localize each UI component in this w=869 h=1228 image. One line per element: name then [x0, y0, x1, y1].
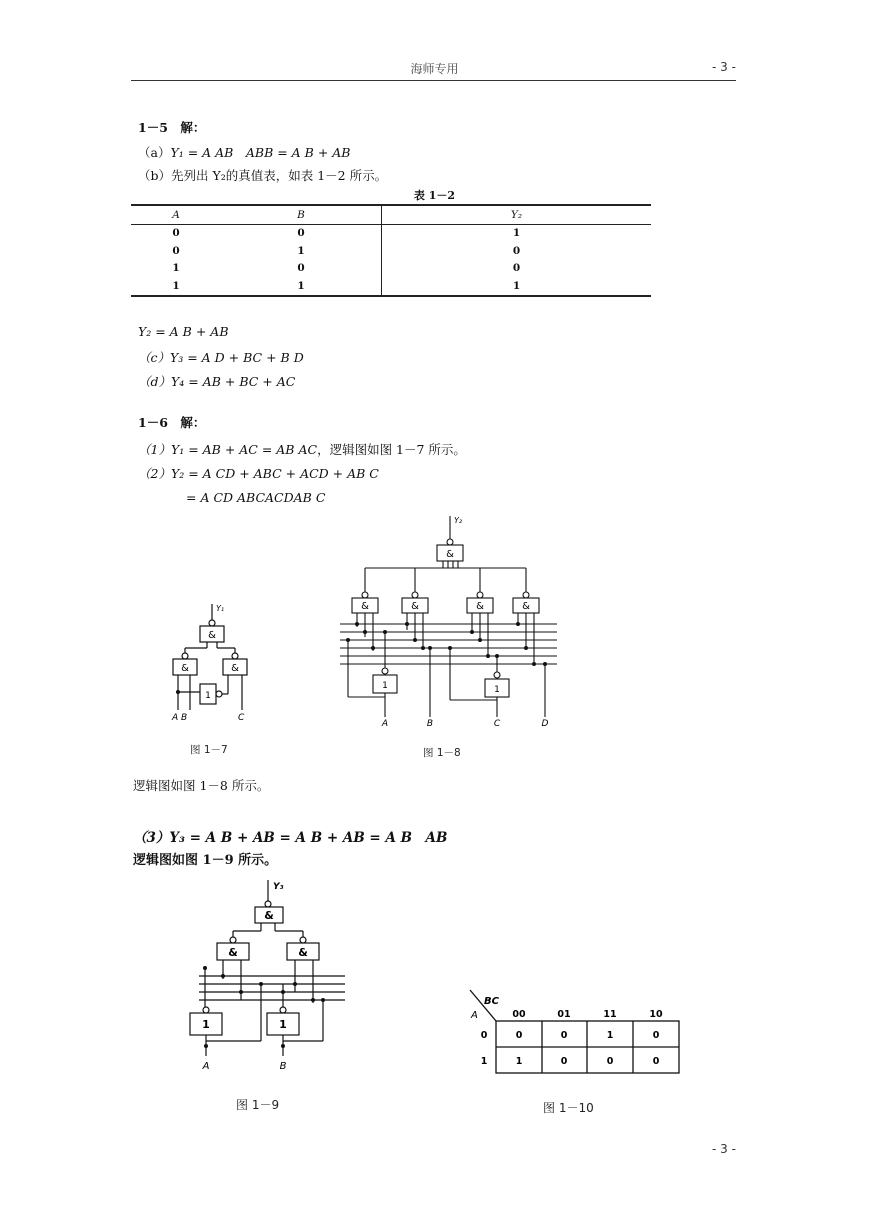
- table-cell: 1: [382, 277, 652, 295]
- figure-1-9-diagram: [185, 876, 355, 1076]
- table-cell: 0: [297, 262, 305, 275]
- after-fig18-text: 逻辑图如图 1－8 所示。: [133, 778, 270, 793]
- q15-part-c: （c）Y₃ = A D + BC + B D: [138, 350, 304, 365]
- table-cell: 1: [382, 224, 652, 242]
- q16-line3: = A CD ABCACDAB C: [186, 490, 326, 505]
- table-cell: 0: [382, 260, 652, 278]
- fig18-gate-label: &: [411, 601, 419, 612]
- table-row: [131, 260, 651, 278]
- kmap-col-header: 11: [603, 1009, 617, 1020]
- page-header-number: - 3 -: [712, 60, 736, 74]
- q15-heading: 1－5 解：: [138, 120, 206, 135]
- fig17-inverter-label: 1: [205, 691, 211, 701]
- table-cell: 1: [172, 262, 180, 275]
- q16-line1: [138, 440, 466, 458]
- q3-expression: （3）Y₃ = A B + AB = A B + AB = A B AB: [133, 830, 448, 846]
- q16-heading: 1－6 解：: [138, 415, 206, 430]
- kmap-cell: 0: [515, 1030, 523, 1041]
- fig19-inverter-label: 1: [279, 1018, 287, 1031]
- truth-table: [131, 206, 651, 295]
- table-row: [131, 277, 651, 295]
- q15-part-a-expr: Y₁ = A AB ABB = A B + AB: [170, 145, 351, 160]
- fig19-gate-label: &: [228, 946, 238, 959]
- figure-1-8-caption: 图 1－8: [423, 747, 461, 759]
- fig17-gate-label: &: [231, 663, 239, 674]
- kmap-row-variable: A: [471, 1010, 478, 1021]
- figure-1-7-caption: 图 1－7: [190, 744, 228, 756]
- fig19-gate-label: &: [298, 946, 308, 959]
- table-cell: 0: [297, 227, 305, 240]
- kmap-cell: 0: [652, 1030, 660, 1041]
- fig17-gate-label: &: [181, 663, 189, 674]
- fig18-gate-label: &: [476, 601, 484, 612]
- table-cell: 0: [382, 242, 652, 260]
- figure-1-8-diagram: [335, 512, 565, 737]
- q3-description: 逻辑图如图 1－9 所示。: [133, 853, 278, 868]
- kmap-row-header: 1: [480, 1056, 488, 1067]
- q16-line2: （2）Y₂ = A CD + ABC + ACD + AB C: [138, 466, 379, 481]
- page-header-title: 海师专用: [410, 62, 459, 76]
- table-cell: 0: [172, 227, 180, 240]
- kmap-row-header: 0: [480, 1030, 488, 1041]
- fig18-input-d: D: [541, 719, 549, 729]
- q15-part-b: （b）先列出 Y₂的真值表，如表 1－2 所示。: [138, 168, 388, 183]
- fig18-inverter-label: 1: [494, 685, 500, 695]
- q15-part-d: （d）Y₄ = AB + BC + AC: [138, 374, 296, 389]
- kmap-cell: 0: [652, 1056, 660, 1067]
- fig19-input-b: B: [279, 1061, 287, 1072]
- kmap-cell: 0: [606, 1056, 614, 1067]
- header-rule: [131, 80, 736, 81]
- q15-part-a: [138, 143, 351, 161]
- q16-line1-expr: （1）Y₁ = AB + AC = AB AC: [138, 442, 318, 457]
- fig19-inverter-label: 1: [202, 1018, 210, 1031]
- fig17-output-label: Y₁: [216, 604, 225, 613]
- fig18-input-c: C: [493, 719, 501, 729]
- figure-1-10-kmap: [466, 988, 686, 1083]
- figure-1-7-diagram: [160, 600, 270, 730]
- truth-table-wrap: [131, 204, 651, 297]
- fig19-output-label: Y₃: [273, 882, 284, 892]
- q15-part-a-label: （a）: [138, 145, 171, 160]
- fig18-output-label: Y₂: [454, 516, 463, 525]
- fig18-gate-label: &: [446, 549, 454, 560]
- page-footer-number: - 3 -: [712, 1142, 736, 1156]
- kmap-cell: 0: [560, 1056, 568, 1067]
- kmap-col-header: 00: [512, 1009, 526, 1020]
- q16-line1-tail: ，逻辑图如图 1－7 所示。: [317, 442, 466, 457]
- kmap-cell: 0: [560, 1030, 568, 1041]
- table-header-row: [131, 206, 651, 224]
- table-cell: 1: [297, 244, 305, 257]
- table-header-a: A: [172, 208, 180, 221]
- fig18-input-a: A: [381, 719, 389, 729]
- fig17-input-ab: A B: [172, 713, 188, 723]
- table-cell: 1: [297, 279, 305, 292]
- fig17-gate-label: &: [208, 630, 216, 641]
- kmap-col-header: 01: [557, 1009, 571, 1020]
- q15-y2: Y₂ = A B + AB: [138, 324, 229, 339]
- kmap-col-variable: BC: [484, 996, 499, 1007]
- kmap-col-header: 10: [649, 1009, 663, 1020]
- table-row: [131, 242, 651, 260]
- fig18-input-b: B: [426, 719, 434, 729]
- kmap-cell: 1: [515, 1056, 523, 1067]
- fig19-input-a: A: [202, 1061, 210, 1072]
- table-cell: 1: [172, 279, 180, 292]
- kmap-cell: 1: [606, 1030, 614, 1041]
- figure-1-10-caption: 图 1－10: [543, 1101, 594, 1115]
- fig17-input-c: C: [238, 713, 245, 723]
- fig18-gate-label: &: [361, 601, 369, 612]
- table-title: 表 1－2: [413, 189, 456, 202]
- fig18-inverter-label: 1: [382, 681, 388, 691]
- fig18-gate-label: &: [522, 601, 530, 612]
- table-header-y2: Y₂: [382, 206, 652, 224]
- fig19-gate-label: &: [264, 909, 274, 922]
- table-row: [131, 224, 651, 242]
- table-header-b: B: [297, 208, 305, 221]
- figure-1-9-caption: 图 1－9: [236, 1098, 280, 1112]
- table-cell: 0: [172, 244, 180, 257]
